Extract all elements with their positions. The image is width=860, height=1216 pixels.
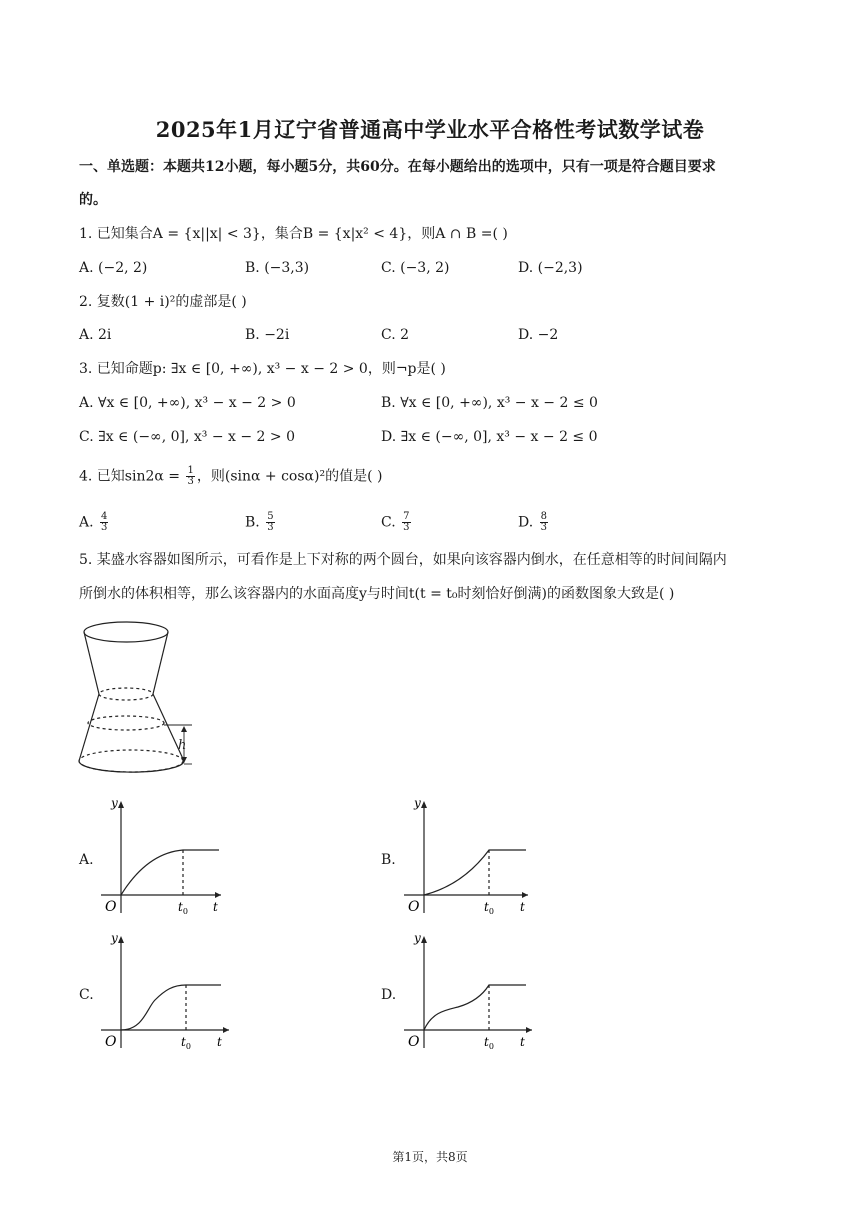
svg-text:y: y bbox=[111, 931, 118, 945]
svg-text:t: t bbox=[520, 900, 525, 914]
graph-c-curve bbox=[121, 985, 221, 1030]
q4-option-b: B. $\frac{5}{3}$ bbox=[245, 511, 274, 533]
q2-stem: 2. 复数(1 + i)²的虚部是( ) bbox=[79, 294, 247, 310]
q4-option-c: C. $\frac{7}{3}$ bbox=[381, 511, 410, 533]
q2-option-c: C. 2 bbox=[381, 327, 410, 343]
svg-text:y: y bbox=[414, 796, 421, 810]
svg-text:t: t bbox=[217, 1035, 222, 1049]
section-heading: 一、单选题：本题共12小题，每小题5分，共60分。在每小题给出的选项中，只有一项是符合题目要求 bbox=[79, 159, 716, 175]
container-top-rim bbox=[84, 622, 168, 642]
svg-text:O: O bbox=[105, 899, 117, 915]
q4-stem-post: ，则(sinα + cosα)²的值是( ) bbox=[196, 468, 383, 485]
graph-d-label: D. bbox=[381, 987, 397, 1003]
q4-stem bbox=[79, 466, 382, 487]
svg-text:O: O bbox=[408, 1034, 420, 1050]
container-figure bbox=[74, 618, 224, 783]
q1-option-a: A. (−2, 2) bbox=[79, 260, 148, 276]
graph-a bbox=[95, 795, 225, 917]
graph-d-curve bbox=[424, 985, 526, 1030]
section-heading-cont: 的。 bbox=[79, 192, 107, 208]
svg-text:t: t bbox=[520, 1035, 525, 1049]
graph-b-label: B. bbox=[381, 852, 396, 868]
graph-d bbox=[398, 930, 538, 1052]
q4-option-a: A. $\frac{4}{3}$ bbox=[79, 511, 108, 533]
svg-text:t0: $t_0$ bbox=[484, 1035, 494, 1051]
q2-option-d: D. −2 bbox=[518, 327, 559, 343]
q5-stem-line1: 5. 某盛水容器如图所示，可看作是上下对称的两个圆台，如果向该容器内倒水，在任意相等的时间间隔内 bbox=[79, 552, 727, 568]
q3-option-a: A. ∀x ∈ [0, +∞), x³ − x − 2 > 0 bbox=[79, 395, 296, 411]
graph-b bbox=[398, 795, 533, 917]
q4-option-d: D. $\frac{8}{3}$ bbox=[518, 511, 548, 533]
q3-option-b: B. ∀x ∈ [0, +∞), x³ − x − 2 ≤ 0 bbox=[381, 395, 598, 411]
svg-text:t0: $t_0$ bbox=[484, 900, 494, 916]
svg-text:t: t bbox=[213, 900, 218, 914]
q1-option-d: D. (−2,3) bbox=[518, 260, 583, 276]
q1-stem: 1. 已知集合A = {x||x| < 3}，集合B = {x|x² < 4}，则A ∩ B =( ) bbox=[79, 226, 508, 242]
q2-option-a: A. 2i bbox=[79, 327, 112, 343]
water-level bbox=[88, 716, 164, 730]
graph-a-label: A. bbox=[79, 852, 94, 868]
q1-option-b: B. (−3,3) bbox=[245, 260, 310, 276]
svg-text:t0: $t_0$ bbox=[181, 1035, 191, 1051]
height-label: h bbox=[178, 738, 187, 753]
svg-text:y: y bbox=[111, 796, 118, 810]
svg-text:t0: $t_0$ bbox=[178, 900, 188, 916]
graph-b-curve bbox=[424, 850, 526, 895]
page-footer: 第1页，共8页 bbox=[392, 1150, 468, 1164]
container-waist bbox=[99, 688, 153, 700]
q3-option-d: D. ∃x ∈ (−∞, 0], x³ − x − 2 ≤ 0 bbox=[381, 429, 598, 445]
q3-stem: 3. 已知命题p: ∃x ∈ [0, +∞), x³ − x − 2 > 0，则¬p是( ) bbox=[79, 361, 446, 377]
q2-option-b: B. −2i bbox=[245, 327, 290, 343]
graph-c bbox=[95, 930, 235, 1052]
q3-option-c: C. ∃x ∈ (−∞, 0], x³ − x − 2 > 0 bbox=[79, 429, 296, 445]
q5-stem-line2: 所倒水的体积相等，那么该容器内的水面高度y与时间t(t = t₀时刻恰好倒满)的函数图象大致是( ) bbox=[79, 586, 675, 602]
svg-text:y: y bbox=[414, 931, 421, 945]
graph-a-curve bbox=[121, 850, 219, 895]
q4-stem-pre: 4. 已知sin2α = bbox=[79, 468, 185, 485]
page-title: 2025年1月辽宁省普通高中学业水平合格性考试数学试卷 bbox=[155, 117, 705, 142]
q1-option-c: C. (−3, 2) bbox=[381, 260, 450, 276]
graph-c-label: C. bbox=[79, 987, 94, 1003]
q4-stem-fraction: $\frac{1}{3}$ bbox=[187, 465, 194, 487]
svg-text:O: O bbox=[105, 1034, 117, 1050]
svg-text:O: O bbox=[408, 899, 420, 915]
